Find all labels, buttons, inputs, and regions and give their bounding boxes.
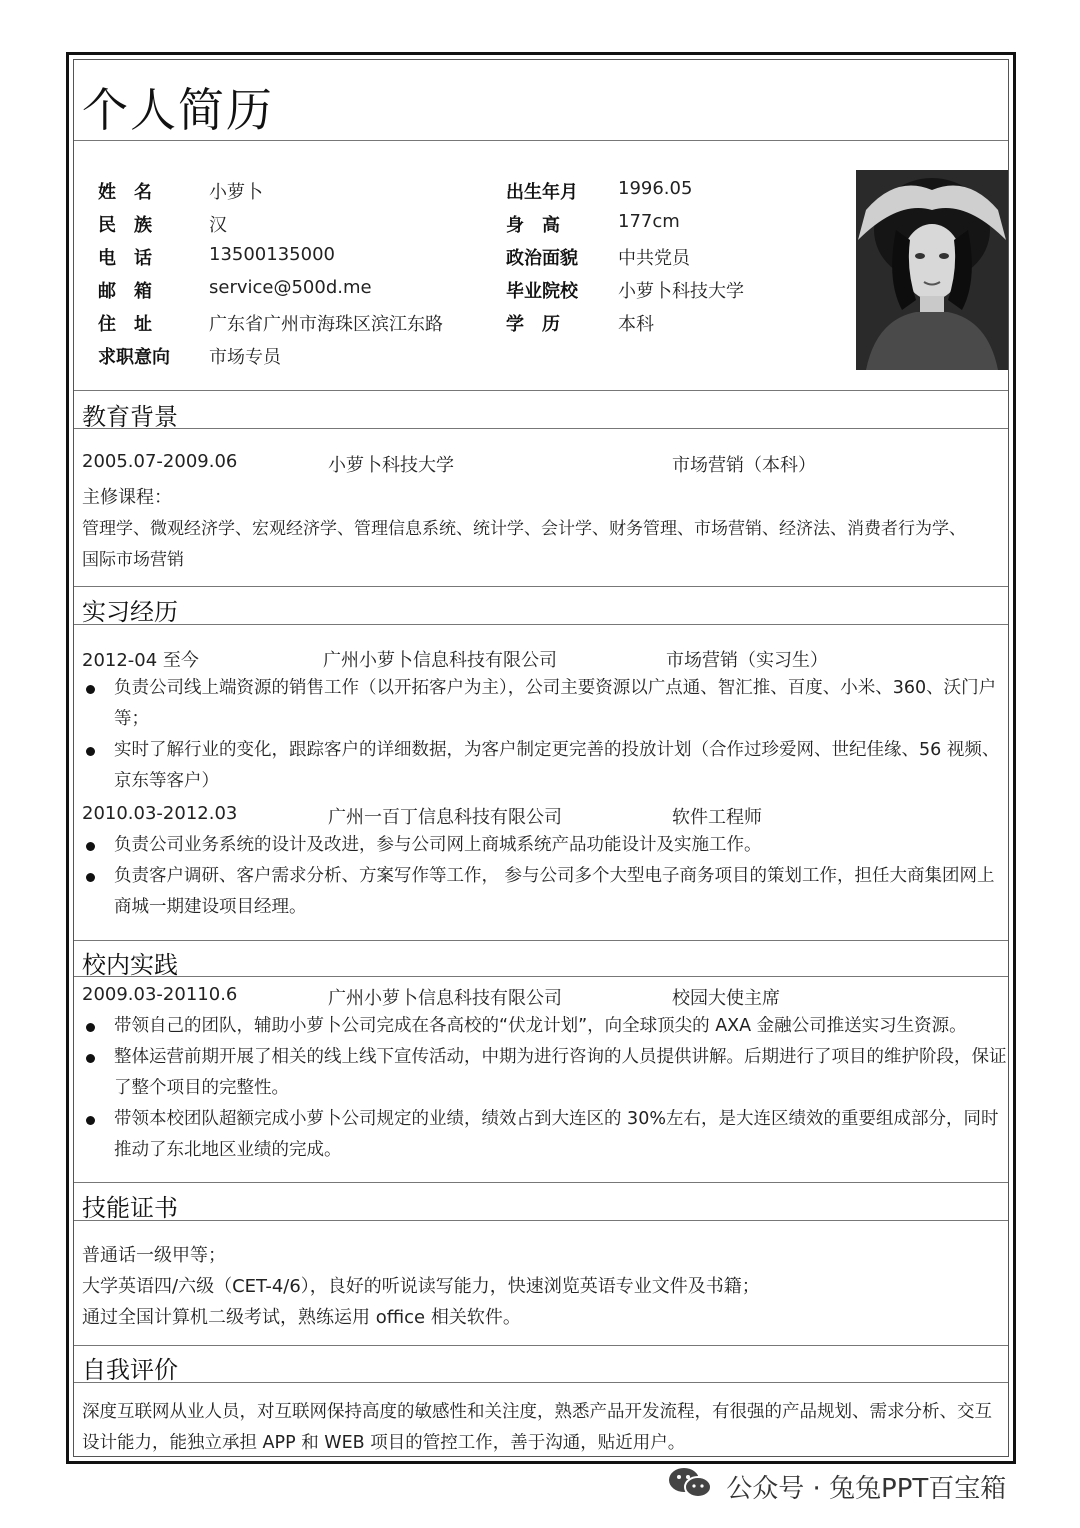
skill-line: 普通话一级甲等；: [82, 1245, 226, 1266]
bullet-dot: [86, 1023, 95, 1032]
bullet-text: 负责公司线上端资源的销售工作（以开拓客户为主），公司主要资源以广点通、智汇推、百度、小米、360、沃门户等；: [114, 678, 997, 729]
list-item: [82, 673, 1007, 735]
section-title-internship: 实习经历: [82, 598, 178, 626]
bullet-dot: [86, 842, 95, 851]
bullet-dot: [86, 747, 95, 756]
divider: [74, 428, 1008, 429]
divider: [74, 940, 1008, 941]
wechat-icon: [668, 1465, 712, 1508]
edu-period: 2005.07-2009.06: [82, 451, 238, 472]
label-address: 住 址: [98, 314, 152, 335]
divider: [74, 390, 1008, 391]
value-email: service@500d.me: [209, 277, 372, 298]
label-political: 政治面貌: [506, 248, 578, 269]
divider: [74, 1382, 1008, 1383]
resume-inner-frame: [73, 59, 1009, 1457]
edu-courses-label: 主修课程：: [82, 487, 172, 508]
portrait-image: [856, 170, 1008, 370]
label-job-intent: 求职意向: [98, 347, 170, 368]
divider: [74, 1220, 1008, 1221]
bullet-text: 负责客户调研、客户需求分析、方案写作等工作， 参与公司多个大型电子商务项目的策划工作，担任大商集团网上商城一期建设项目经理。: [114, 866, 995, 917]
value-job-intent: 市场专员: [209, 347, 281, 368]
campus-period: 2009.03-20110.6: [82, 984, 238, 1005]
divider: [74, 140, 1008, 141]
list-item: [82, 1011, 1007, 1042]
value-school: 小萝卜科技大学: [618, 281, 744, 302]
self-eval-text: 深度互联网从业人员，对互联网保持高度的敏感性和关注度，熟悉产品开发流程，有很强的产品规划、需求分析、交互设计能力，能独立承担 APP 和 WEB 项目的管控工作，善于沟通，贴近用户。: [82, 1402, 992, 1453]
divider: [74, 976, 1008, 977]
bullet-dot: [86, 873, 95, 882]
bullet-text: 带领自己的团队，辅助小萝卜公司完成在各高校的“伏龙计划”，向全球顶尖的 AXA 金融公司推送实习生资源。: [114, 1016, 967, 1036]
bullet-dot: [86, 1054, 95, 1063]
campus-role: 校园大使主席: [672, 988, 780, 1009]
profile-photo: [856, 170, 1008, 370]
bullet-dot: [86, 1116, 95, 1125]
watermark: [668, 1465, 1006, 1508]
edu-courses-line2: 国际市场营销: [82, 550, 184, 570]
divider: [74, 586, 1008, 587]
divider: [74, 1345, 1008, 1346]
label-height: 身 高: [506, 215, 560, 236]
value-birth: 1996.05: [618, 178, 693, 199]
section-title-education: 教育背景: [82, 403, 178, 431]
bullet-text: 带领本校团队超额完成小萝卜公司规定的业绩，绩效占到大连区的 30%左右，是大连区绩效的重要组成部分，同时推动了东北地区业绩的完成。: [114, 1109, 999, 1160]
bullet-text: 整体运营前期开展了相关的线上线下宣传活动，中期为进行咨询的人员提供讲解。后期进行了项目的维护阶段，保证了整个项目的完整性。: [114, 1047, 1007, 1098]
label-school: 毕业院校: [506, 281, 578, 302]
skill-line: 通过全国计算机二级考试，熟练运用 office 相关软件。: [82, 1307, 521, 1328]
job-period: 2012-04 至今: [82, 650, 199, 671]
campus-company: 广州小萝卜信息科技有限公司: [328, 988, 562, 1009]
page-title: 个人简历: [82, 83, 274, 137]
list-item: [82, 830, 1007, 861]
value-height: 177cm: [618, 211, 680, 232]
list-item: [82, 735, 1007, 797]
label-name: 姓 名: [98, 182, 152, 203]
value-ethnicity: 汉: [209, 215, 227, 236]
resume-frame: [66, 52, 1016, 1464]
label-email: 邮 箱: [98, 281, 152, 302]
divider: [74, 624, 1008, 625]
label-phone: 电 话: [98, 248, 152, 269]
bullet-text: 负责公司业务系统的设计及改进，参与公司网上商城系统产品功能设计及实施工作。: [114, 835, 762, 855]
label-degree: 学 历: [506, 314, 560, 335]
job-period: 2010.03-2012.03: [82, 803, 238, 824]
job-role: 市场营销（实习生）: [666, 650, 828, 671]
job-company: 广州小萝卜信息科技有限公司: [323, 650, 557, 671]
edu-school: 小萝卜科技大学: [328, 455, 454, 476]
label-birth: 出生年月: [506, 182, 578, 203]
edu-courses-line1: 管理学、微观经济学、宏观经济学、管理信息系统、统计学、会计学、财务管理、市场营销、经济法、消费者行为学、: [82, 519, 966, 539]
bullet-dot: [86, 685, 95, 694]
section-title-campus: 校内实践: [82, 951, 178, 979]
job-role: 软件工程师: [672, 807, 762, 828]
value-degree: 本科: [618, 314, 654, 335]
edu-major: 市场营销（本科）: [672, 455, 816, 476]
section-title-skills: 技能证书: [82, 1194, 178, 1222]
value-address: 广东省广州市海珠区滨江东路: [209, 314, 443, 335]
skill-line: 大学英语四/六级（CET-4/6），良好的听说读写能力，快速浏览英语专业文件及书籍；: [82, 1276, 760, 1297]
value-name: 小萝卜: [209, 182, 263, 203]
list-item: [82, 1042, 1007, 1104]
bullet-text: 实时了解行业的变化，跟踪客户的详细数据，为客户制定更完善的投放计划（合作过珍爱网、世纪佳缘、56 视频、京东等客户）: [114, 740, 1000, 791]
value-political: 中共党员: [618, 248, 690, 269]
watermark-text: 公众号 · 兔兔PPT百宝箱: [726, 1474, 1007, 1504]
section-title-self-eval: 自我评价: [82, 1356, 178, 1384]
list-item: [82, 861, 1007, 923]
label-ethnicity: 民 族: [98, 215, 152, 236]
list-item: [82, 1104, 1007, 1166]
value-phone: 13500135000: [209, 244, 335, 265]
divider: [74, 1182, 1008, 1183]
job-company: 广州一百丁信息科技有限公司: [328, 807, 562, 828]
